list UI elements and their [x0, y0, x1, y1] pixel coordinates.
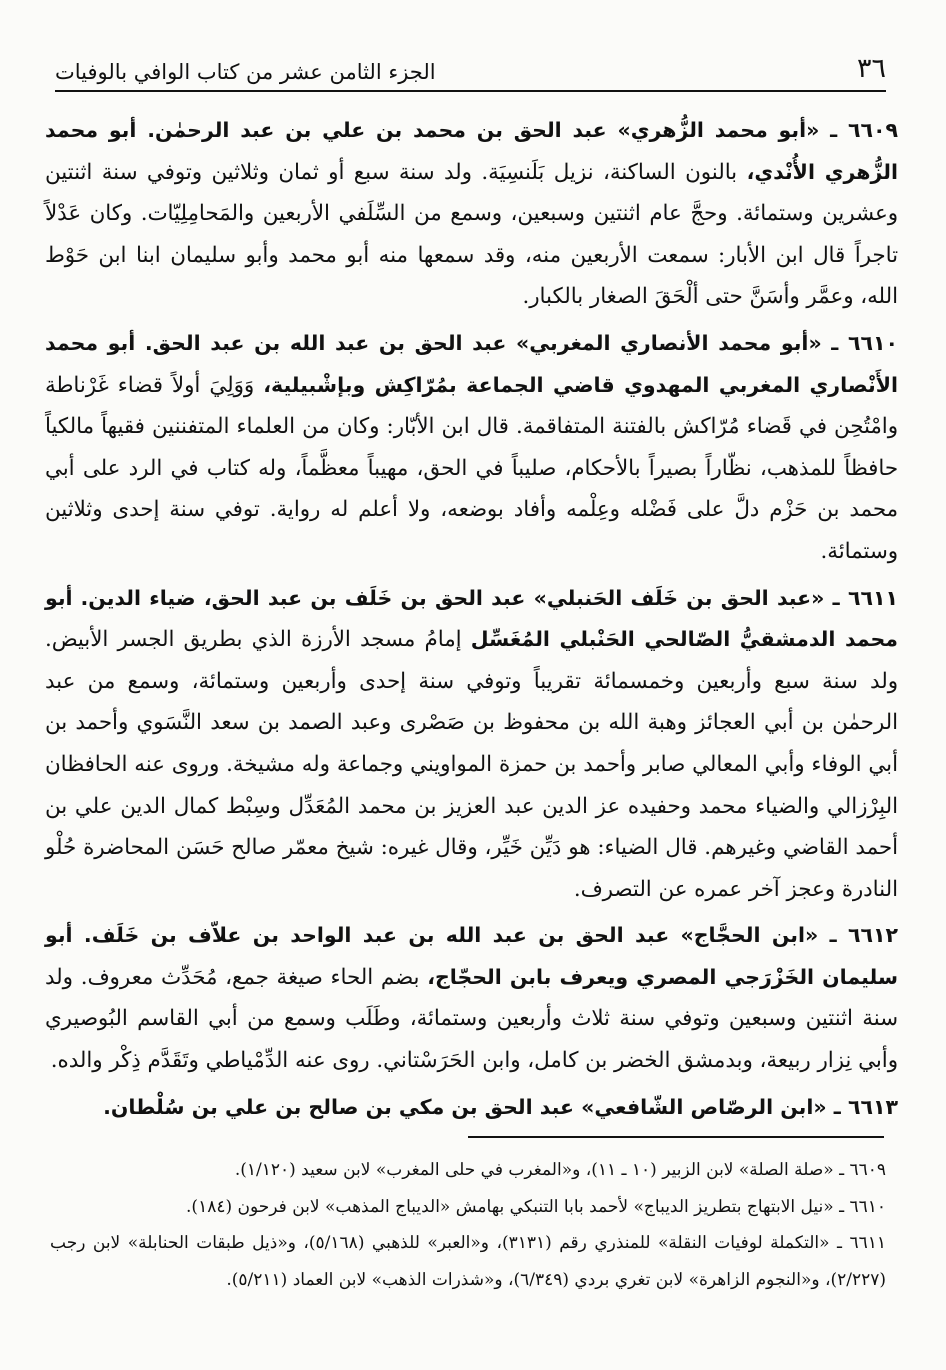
footnote-separator: [468, 1136, 884, 1138]
footnote-6610: ٦٦١٠ ـ «نيل الابتهاج بتطريز الديباج» لأحمد بابا التنبكي بهامش «الديباج المذهب» لابن فرحون (١٨٤).: [186, 1196, 886, 1217]
entry-text: وَوَلِيَ أولاً قضاء غَرْناطة وامْتُحِن في قَضاء مُرّاكش بالفتنة المتفاقمة. قال ابن الأبّار: وكان من العلماء المتفننين فقيهاً مالكياً حافظاً للمذهب، نظّاراً بصيراً بالأحكام، صليباً في الحق، مهيباً معظَّماً، وله كتاب في الرد على أبي محمد بن حَزْم دلَّ على فَضْله وعِلْمه وأفاد بوضعه، ولا أعلم له رواية. توفي سنة إحدى وثلاثين وستمائة.: [45, 372, 898, 564]
entry-text: إمامُ مسجد الأرزة الذي بطريق الجسر الأبيض. ولد سنة سبع وأربعين وخمسمائة تقريباً وتوفي سنة إحدى وأربعين وستمائة، وسمع من عبد الرحمٰن بن أبي العجائز وهبة الله بن محفوظ بن صَصْرى وعبد الصمد بن سعد النَّسَوي وأحمد بن أبي الوفاء وأبي المعالي صابر وأحمد بن حمزة المواويني وجماعة وله مشيخة. وروى عنه الحافظان البِرْزالي والضياء محمد وحفيده عز الدين عبد العزيز بن محمد المُعَدِّل وسِبْط كمال الدين علي بن أحمد القاضي وغيرهم. قال الضياء: هو دَيِّن خَيِّر، وقال غيره: شيخ معمّر صالح حَسَن المحاضرة حُلْو النادرة وعجز آخر عمره عن التصرف.: [45, 627, 898, 902]
running-title: الجزء الثامن عشر من كتاب الوافي بالوفيات: [55, 60, 436, 84]
entry-heading: ٦٦١٠ ـ «أبو محمد الأنصاري المغربي» عبد الحق بن عبد الله بن عبد الحق. أبو محمد الأَنْصاري المغربي المهدوي قاضي الجماعة بمُرّاكِش وبإشْبيلية،: [45, 330, 898, 397]
entry-6612: [45, 915, 898, 1081]
entry-heading: ٦٦٠٩ ـ «أبو محمد الزُّهري» عبد الحق بن محمد بن علي بن عبد الرحمٰن. أبو محمد الزُّهري الأُنْدي،: [45, 118, 898, 184]
entry-heading: ٦٦١١ ـ «عبد الحق بن خَلَف الحَنبلي» عبد الحق بن خَلَف بن عبد الحق، ضياء الدين.: [80, 585, 898, 610]
entry-text: بالنون الساكنة، نزيل بَلَنسِيَة. ولد سنة سبع أو ثمان وثلاثين وتوفي سنة اثنتين وعشرين وستمائة. وحجَّ عام اثنتين وسبعين، وسمع من السِّلَفي الأربعين والمَحامِلِيّات. وكان عَدْلاً تاجراً قال ابن الأبار: سمعت الأربعين منه، وقد سمعها منه أبو محمد وأبو سليمان ابنا ابن حَوْط الله، وعمَّر وأسَنَّ حتى ألْحَقَ الصغار بالكبار.: [45, 159, 898, 310]
entry-subheading: أبو محمد الدمشقيُّ الصّالحي الحَنْبلي المُغَسِّل: [45, 585, 898, 652]
entry-6611: [45, 578, 898, 911]
entry-heading: ٦٦١٣ ـ «ابن الرصّاص الشّافعي» عبد الحق بن مكي بن صالح بن علي بن سُلْطان.: [103, 1094, 898, 1119]
entry-6610: [45, 323, 898, 573]
entry-6613: [45, 1087, 898, 1129]
footnotes: [50, 1152, 886, 1298]
entry-6609: [45, 110, 898, 318]
entry-text: بضم الحاء صيغة جمع، مُحَدِّث معروف. ولد سنة اثنتين وسبعين وتوفي سنة ثلاث وأربعين وستمائة، وطَلَب وسمع من أبي القاسم البُوصيري وأبي نِزار ربيعة، وبدمشق الخضر بن كامل، وابن الحَرَسْتاني. روى عنه الدِّمْياطي وتَقَدَّم ذِكْر والده.: [45, 964, 898, 1074]
footnote-6611: ٦٦١١ ـ «التكملة لوفيات النقلة» للمنذري رقم (٣١٣١)، و«العبر» للذهبي (٥/١٦٨)، و«ذيل طبقات الحنابلة» لابن رجب (٢/٢٢٧)، و«النجوم الزاهرة» لابن تغري بردي (٦/٣٤٩)، و«شذرات الذهب» لابن العماد (٥/٢١١).: [50, 1233, 886, 1290]
running-header: [55, 46, 886, 92]
footnote-6609: ٦٦٠٩ ـ «صلة الصلة» لابن الزبير (١٠ ـ ١١)، و«المغرب في حلى المغرب» لابن سعيد (١/١٢٠).: [234, 1160, 886, 1180]
main-text: [45, 110, 898, 1133]
entry-heading: ٦٦١٢ ـ «ابن الحجَّاج» عبد الحق بن عبد الله بن عبد الواحد بن علاّف بن خَلَف. أبو سليمان الخَزْرَجي المصري ويعرف بابن الحجّاج،: [45, 923, 898, 989]
page-number: ٣٦: [856, 53, 886, 84]
